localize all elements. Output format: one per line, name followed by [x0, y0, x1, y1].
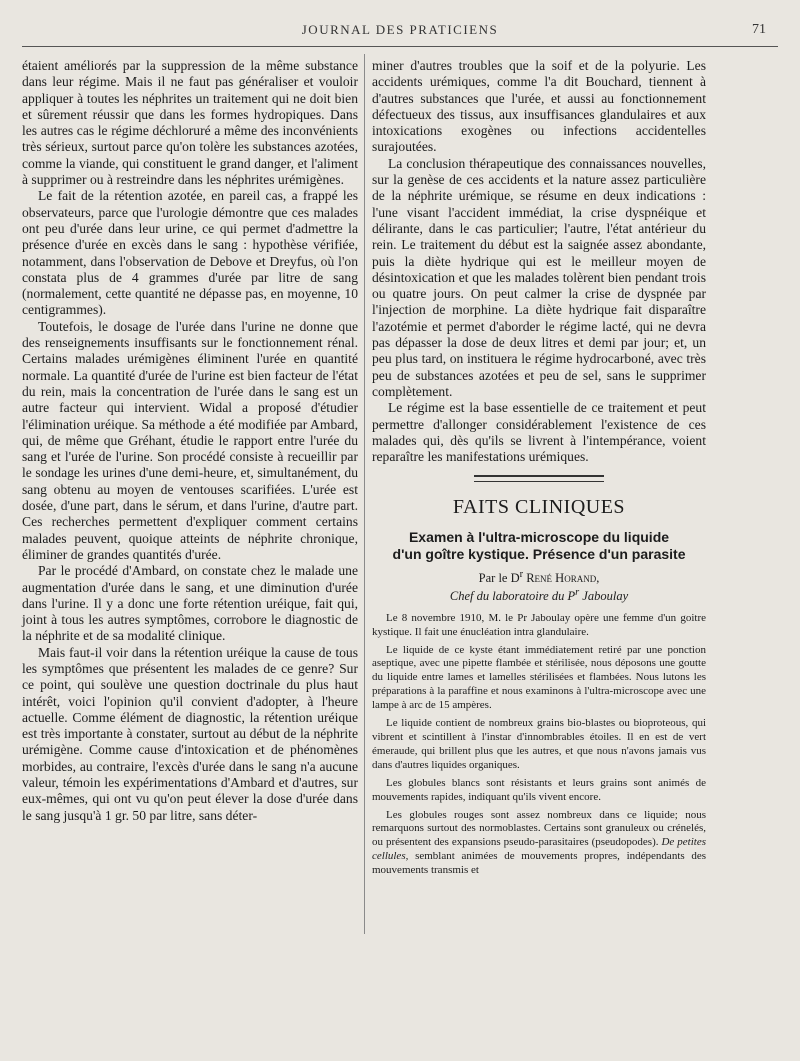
running-title: JOURNAL DES PRATICIENS: [301, 22, 499, 37]
case-paragraph-5-a: Les globules rouges sont assez nombreux dans ce liquide; nous remarquons surtout des normoblastes. Certains sont granuleux ou crénelés, ou présentent des expansions pseudo-parasitaires (pseudopodes).: [372, 808, 706, 849]
article-title-line-2: d'un goître kystique. Présence d'un parasite: [392, 546, 686, 563]
right-paragraph-2: La conclusion thérapeutique des connaissances nouvelles, sur la genèse de ces accidents et la nature assez particulière de la néphrite urémique, se résume en deux indications : l'une visant l'accident immédiat, la crise dyspnéique et délirante, dans le cas particulier; l'autre, l'état antérieur du rein. Le traitement du début est la saignée assez abondante, puis la diète hydrique qui est le meilleur moyen de désintoxication et que les malades tolèrent bien pendant trois ou quatre jours. On peut calmer la crise de dyspnée par l'injection de morphine. La diète hydrique fait disparaître l'azotémie et permet d'aborder le régime lacté, qui ne devra pas dépasser la dose de deux litres et demi par jour; et, un peu plus tard, on instituera le régime hydrocarboné, avec très peu de substances azotées et peu de sel, sans le supprimer complètement.: [372, 155, 706, 399]
author-name: René Horand,: [526, 571, 600, 586]
case-paragraph-2: Le liquide de ce kyste étant immédiatement retiré par une ponction aseptique, avec une pipette flambée et stérilisée, nous déposons une goutte du liquide entre lames et lamelles stérilisées et flambées. Nous lutons les préparations à la paraffine et nous examinons à l'ultra-microscope avec une lampe à arc de 15 ampères.: [372, 643, 706, 712]
left-paragraph-2: Le fait de la rétention azotée, en pareil cas, a frappé les observateurs, parce que l'urologie démontre que ces malades ont peu d'urée dans leur urine, ce qui permet d'admettre la présence d'urée en excès dans le sang : hypothèse vérifiée, notamment, dans l'observation de Debove et Dreyfus, où l'on constata plus de 4 grammes d'urée par litre de sang (normalement, cette quantité ne dépasse pas, en moyenne, 10 centigrammes).: [22, 188, 358, 318]
author-affiliation: [372, 587, 706, 604]
header-rule: [22, 46, 778, 47]
affiliation-end: Jaboulay: [582, 588, 629, 603]
left-paragraph-1: étaient améliorés par la suppression de la même substance dans leur régime. Mais il ne faut pas généraliser et vouloir appliquer à toutes les néphrites un traitement qui ne doit bien et sûrement réussir que dans les formes hydropiques. Dans les autres cas le régime déchloruré a même des inconvénients très sérieux, surtout parce qu'on tolère les substances azotées, comme la viande, qui constituent le grand danger, et l'aliment à supprimer ou à restreindre dans les néphrites urémigènes.: [22, 58, 358, 188]
author-prefix: Par le D: [478, 571, 520, 586]
section-title: FAITS CLINIQUES: [452, 496, 626, 519]
author-prefix-sup: r: [519, 569, 524, 581]
right-paragraph-1: miner d'autres troubles que la soif et de la polyurie. Les accidents urémiques, comme l'a dit Bouchard, tiennent à d'autres substances que l'urée, et aussi au fonctionnement défectueux des tissus, aux insuffisances glandulaires et aux intoxications exogènes ou infections accidentelles surajoutées.: [372, 58, 706, 155]
column-divider: [364, 54, 365, 934]
case-paragraph-1: Le 8 novembre 1910, M. le Pr Jaboulay opère une femme d'un goitre kystique. Il fait une énucléation intra glandulaire.: [372, 611, 706, 638]
affiliation-text: Chef du laboratoire du P: [449, 588, 576, 603]
article-title-line-1: Examen à l'ultra-microscope du liquide: [408, 529, 670, 546]
case-paragraph-3: Le liquide contient de nombreux grains bio-blastes ou bioproteous, qui vibrent et scintillent à l'instar d'innombrables étoiles. Il en est de vert émeraude, qui brillent plus que les autres, et que nous n'avons jamais vus dans d'autres liquides organiques.: [372, 717, 706, 771]
left-paragraph-5: Mais faut-il voir dans la rétention uréique la cause de tous les symptômes que présentent les malades de ce genre? Sur ce point, qui soulève une question doctrinale du plus haut intérêt, voici l'opinion qu'il convient d'adopter, à l'heure actuelle. Comme élément de diagnostic, la rétention uréique est très importante à constater, surtout au début de la néphrite urémigène. Comme cause d'intoxication et de phénomènes morbides, au contraire, l'excès d'urée dans le sang n'a aucune valeur, témoin les expérimentations d'Ambard et d'autres, sur eux-mêmes, qui ont vu qu'on peut élever la dose d'urée dans le sang jusqu'à 1 gr. 50 par litre, sans déter-: [22, 644, 358, 823]
page-header: [20, 14, 780, 42]
article-author: [372, 569, 706, 586]
page-number: 71: [752, 22, 766, 37]
left-column: [22, 58, 358, 824]
case-paragraph-5: [372, 809, 706, 879]
affiliation-sup: r: [575, 586, 580, 598]
left-paragraph-4: Par le procédé d'Ambard, on constate chez le malade une augmentation d'urée dans le sang, et une diminution d'urée dans l'urine. Il y a donc une forte rétention uréique, fait qui, joint à tous les autres symptômes, corrobore le diagnostic de la néphrite et de sa modalité clinique.: [22, 563, 358, 644]
left-paragraph-3: Toutefois, le dosage de l'urée dans l'urine ne donne que des renseignements insuffisants sur le fonctionnement rénal. Certains malades urémigènes éliminent l'urée en quantité normale. La quantité d'urée de l'urine est bien facteur de l'état du rein, mais la concentration de l'urée dans le sang est un autre facteur qui intervient. Widal a proposé d'étudier l'élimination uréique. Sa méthode a été modifiée par Ambard, qui, de même que Gréhant, étudie le rapport entre l'urée du sang et l'urée de l'urine. Son procédé consiste à recueillir par le sondage les urines d'une demi-heure, et, simultanément, du sang obtenu au moyen de ventouses scarifiées. L'urée est dosée, d'une part, dans le sérum, et dans l'urine, d'autre part. Ces recherches permettent d'expliquer comment certains malades peuvent, quoique atteints de néphrite chronique, éliminer de grandes quantités d'urée.: [22, 318, 358, 562]
case-paragraph-5-italic: De petites cellules,: [372, 836, 706, 863]
case-paragraph-5-b: semblant animées de mouvements propres, indépendants des mouvements transmis et: [372, 850, 707, 877]
section-divider: [474, 475, 604, 482]
right-paragraph-3: Le régime est la base essentielle de ce traitement et peut permettre d'allonger considérablement l'existence de ces malades qui, dès qu'ils se livrent à l'intempérance, voient reparaître les manifestations urémiques.: [372, 400, 706, 465]
case-paragraph-4: Les globules blancs sont résistants et leurs grains sont animés de mouvements rapides, indiquant qu'ils vivent encore.: [372, 776, 706, 803]
right-column: [372, 58, 706, 882]
